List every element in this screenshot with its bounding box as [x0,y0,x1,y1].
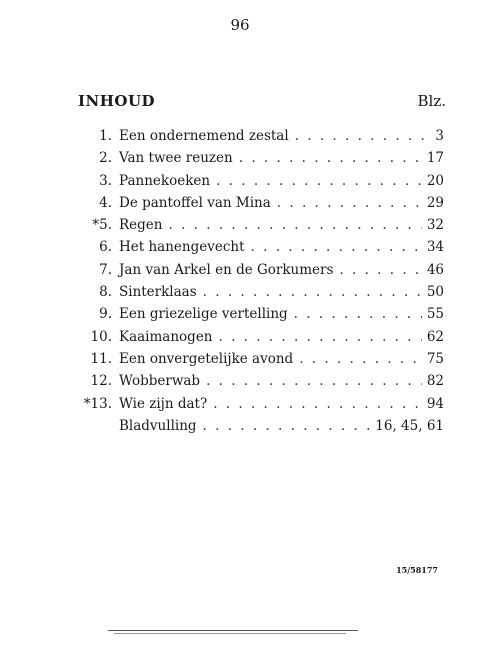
toc-entry-number: *5. [92,217,112,234]
toc-entry-number: 2. [99,150,112,167]
toc-entry-number: 1. [99,128,112,144]
toc-entry-page: 34 [426,239,444,256]
toc-entry-page: 32 [426,217,444,234]
toc-entry [78,351,444,373]
toc-entry-title: Bladvulling [119,417,197,434]
toc-entry [78,128,444,150]
toc-entry-page: 55 [426,306,444,323]
toc-entry-title: Het hanengevecht [119,239,245,256]
toc-entry-title: Van twee reuzen [119,150,233,167]
toc-dot-leader [219,329,422,345]
toc-entry-number: 7. [99,261,112,278]
toc-entry-number: 9. [99,306,112,323]
toc-dot-leader [203,418,371,434]
toc-entry-number: 8. [99,284,112,301]
toc-entry-title: De pantoffel van Mina [119,194,271,211]
toc-entry-number: 6. [99,239,112,256]
toc-entry-title: Een griezelige vertelling [119,306,288,323]
toc-entry [78,373,444,395]
toc-entry-title: Wie zijn dat? [119,395,208,412]
page-column-label: Blz. [417,92,446,110]
toc-dot-leader [216,173,422,189]
toc-entry [78,306,444,328]
toc-entry-number: *13. [83,395,112,412]
toc-entry-title: Regen [119,217,163,234]
toc-entry-page: 46 [426,261,444,278]
toc-entry [78,217,444,239]
bottom-rule [108,630,358,631]
toc-entry-page: 82 [426,373,444,390]
toc-entry [78,195,444,217]
toc-entry-title: Wobberwab [119,373,201,390]
toc-entry-title: Een ondernemend zestal [119,128,289,144]
toc-entry [78,239,444,261]
toc-entry [78,396,444,418]
toc-dot-leader [239,150,422,166]
toc-entry-page: 75 [426,350,444,367]
toc-entry-title: Jan van Arkel en de Gorkumers [119,261,334,278]
toc-entry [78,173,444,195]
toc-entry-page: 3 [435,128,444,144]
toc-entry-title: Kaaimanogen [119,328,213,345]
page-number: 96 [230,16,250,34]
toc-entry-page: 16, 45, 61 [375,417,444,434]
toc-dot-leader [294,306,422,322]
toc-dot-leader [213,396,422,412]
toc-dot-leader [339,262,421,278]
toc-entry-title: Een onvergetelijke avond [119,350,294,367]
toc-entry-number: 3. [99,172,112,189]
toc-entry-number: 4. [99,194,112,211]
toc-entry-page: 29 [426,194,444,211]
toc-dot-leader [295,128,431,144]
toc-entry-page: 20 [426,172,444,189]
toc-entry [78,262,444,284]
toc-entry-title: Sinterklaas [119,284,197,301]
toc-entry-number: 10. [90,328,112,345]
toc-entry [78,284,444,306]
toc-entry [78,418,444,440]
toc-entry-title: Pannekoeken [119,172,211,189]
toc-entry-page: 62 [426,328,444,345]
toc-dot-leader [251,239,422,255]
toc-dot-leader [168,217,421,233]
toc-title: INHOUD [78,92,156,110]
toc-dot-leader [203,284,422,300]
toc-entry [78,150,444,172]
toc-entry-number: 12. [90,373,112,390]
toc-entry-page: 50 [426,284,444,301]
toc-dot-leader [299,351,422,367]
toc-list [78,128,444,440]
toc-entry [78,329,444,351]
toc-entry-page: 17 [426,150,444,167]
print-code: 15/58177 [396,565,438,575]
toc-entry-number: 11. [90,350,112,367]
toc-dot-leader [277,195,422,211]
toc-heading [78,92,446,114]
bottom-rule-secondary [114,633,346,634]
toc-dot-leader [206,373,422,389]
toc-entry-page: 94 [426,395,444,412]
